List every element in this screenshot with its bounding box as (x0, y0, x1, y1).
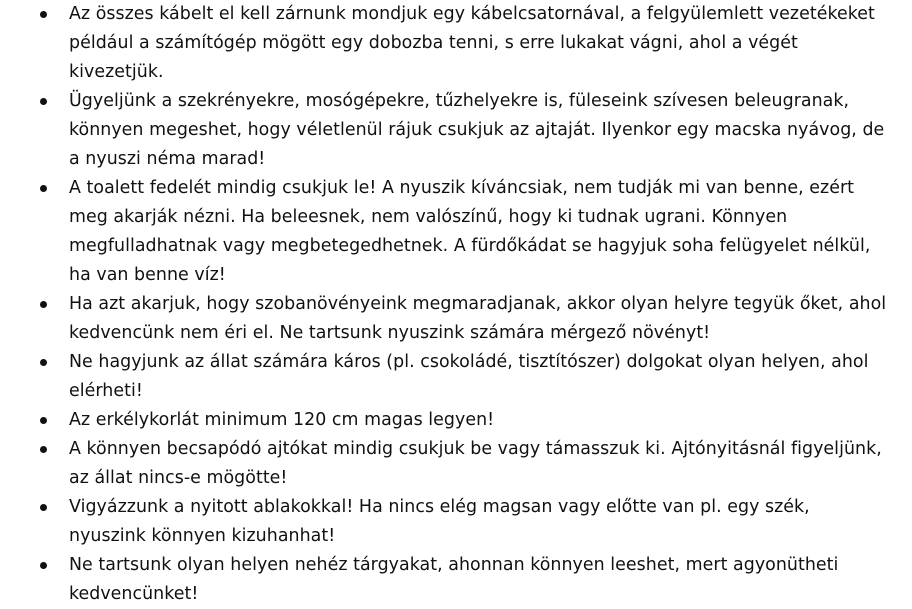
list-item-text: Vigyázzunk a nyitott ablakokkal! Ha nincs elég magsan vagy előtte van pl. egy szék, nyuszink könnyen kizuhanhat! (69, 497, 810, 546)
bullet-icon (40, 98, 47, 105)
bullet-icon (40, 562, 47, 569)
list-item (0, 87, 912, 174)
list-item (0, 406, 912, 435)
bullet-icon (40, 417, 47, 424)
list-item (0, 493, 912, 551)
list-item (0, 290, 912, 348)
list-item-text: Az összes kábelt el kell zárnunk mondjuk egy kábelcsatornával, a felgyülemlett vezetékeket például a számítógép mögött egy dobozba tenni, s erre lukakat vágni, ahol a végét kivezetjük. (69, 4, 875, 82)
bullet-icon (40, 185, 47, 192)
bullet-icon (40, 301, 47, 308)
list-item (0, 551, 912, 609)
list-item-text: Ne tartsunk olyan helyen nehéz tárgyakat, ahonnan könnyen leeshet, mert agyonütheti kedvencünket! (69, 555, 839, 604)
list-item-text: A könnyen becsapódó ajtókat mindig csukjuk be vagy támasszuk ki. Ajtónyitásnál figyeljünk, az állat nincs-e mögötte! (69, 439, 882, 488)
list-item-text: Az erkélykorlát minimum 120 cm magas legyen! (69, 410, 495, 430)
list-item (0, 174, 912, 290)
bullet-icon (40, 359, 47, 366)
list-item-text: A toalett fedelét mindig csukjuk le! A nyuszik kíváncsiak, nem tudják mi van benne, ezért meg akarják nézni. Ha beleesnek, nem valószínű, hogy ki tudnak ugrani. Könnyen megfulladhatnak vagy megbetegedhetnek. A fürdőkádat se hagyjuk soha felügyelet nélkül, ha van benne víz! (69, 178, 871, 285)
list-item-text: Ha azt akarjuk, hogy szobanövényeink megmaradjanak, akkor olyan helyre tegyük őket, ahol kedvencünk nem éri el. Ne tartsunk nyuszink számára mérgező növényt! (69, 294, 887, 343)
bullet-icon (40, 446, 47, 453)
list-item (0, 348, 912, 406)
bullet-icon (40, 504, 47, 511)
list-item (0, 0, 912, 87)
list-item-text: Ne hagyjunk az állat számára káros (pl. csokoládé, tisztítószer) dolgokat olyan helyen, ahol elérheti! (69, 352, 869, 401)
bullet-icon (40, 11, 47, 18)
list-item (0, 435, 912, 493)
list-item-text: Ügyeljünk a szekrényekre, mosógépekre, tűzhelyekre is, füleseink szívesen beleugranak, könnyen megeshet, hogy véletlenül rájuk csukjuk az ajtaját. Ilyenkor egy macska nyávog, de a nyuszi néma marad! (69, 91, 885, 169)
